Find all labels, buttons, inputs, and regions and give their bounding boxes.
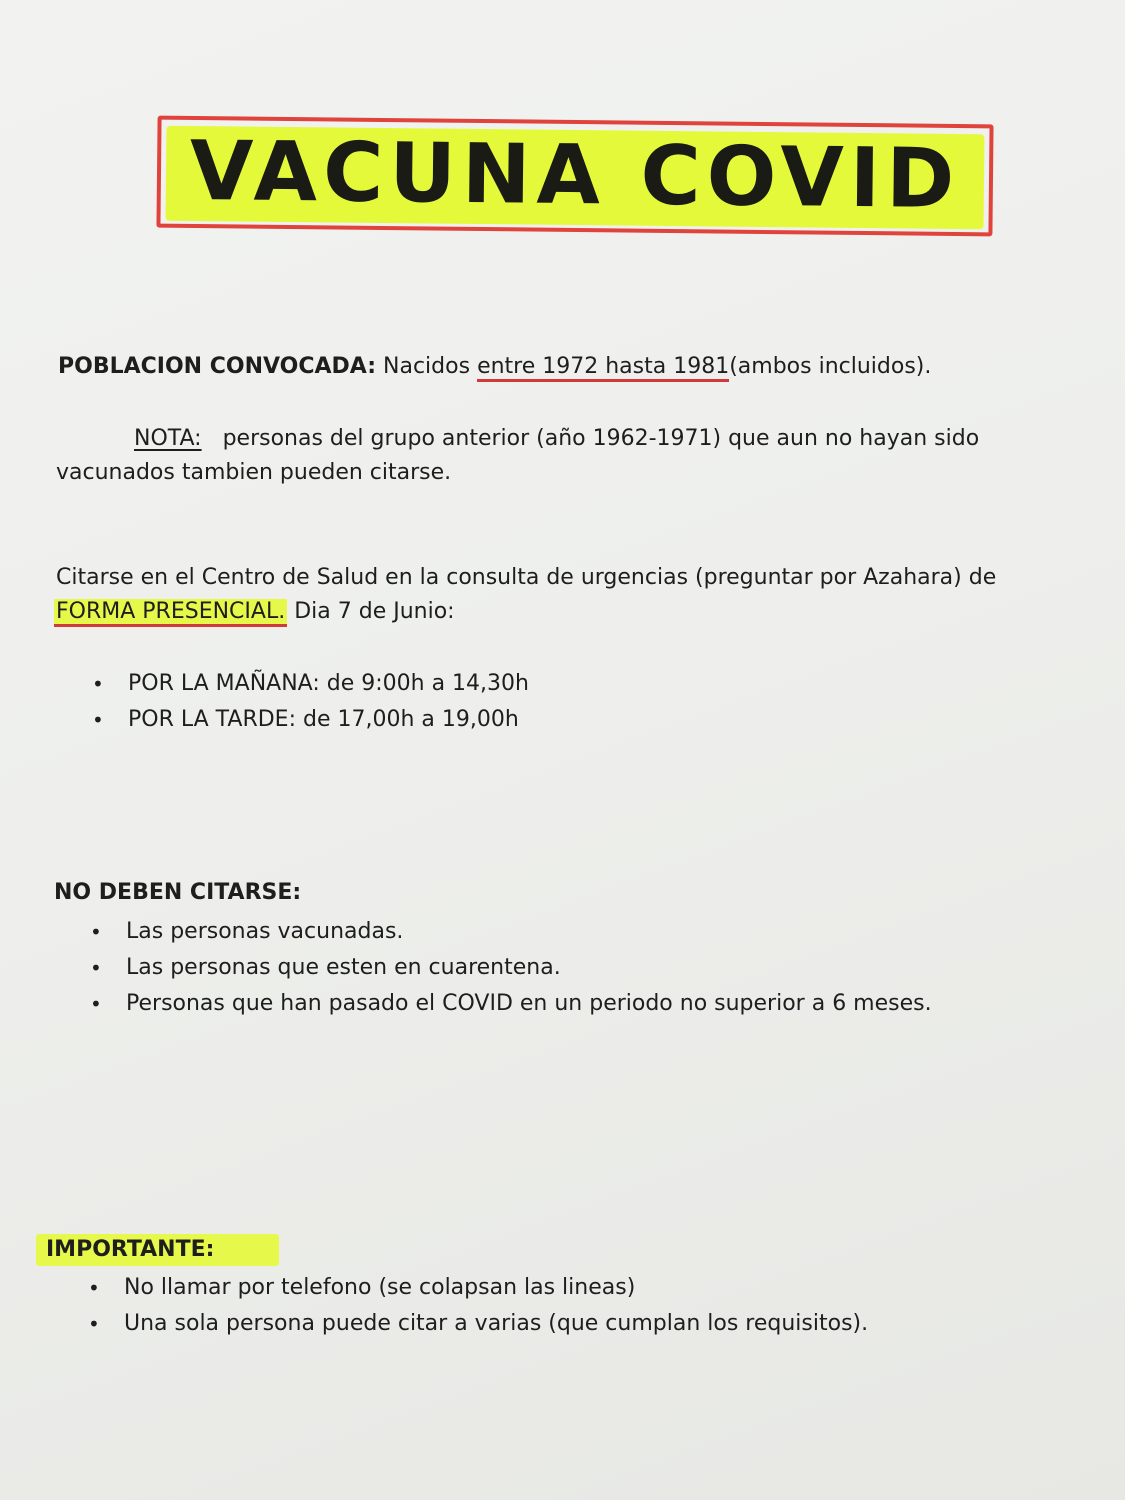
- nota-text-2: vacunados tambien pueden citarse.: [56, 460, 452, 485]
- nota-line-2: [56, 458, 451, 488]
- no-deben-heading: NO DEBEN CITARSE:: [54, 880, 302, 905]
- nota-line: [134, 424, 979, 454]
- page-title: VACUNA COVID: [189, 123, 961, 228]
- cita-line-1: [56, 563, 996, 593]
- poblacion-text-before: Nacidos: [383, 354, 471, 379]
- no-deben-list: [90, 914, 932, 1022]
- no-deben-item: • Las personas vacunadas.: [90, 914, 932, 950]
- cita-date: Dia 7 de Junio:: [294, 599, 455, 624]
- schedule-item-afternoon: • POR LA TARDE: de 17,00h a 19,00h: [92, 702, 529, 738]
- importante-list: [88, 1270, 868, 1342]
- schedule-item-morning: • POR LA MAÑANA: de 9:00h a 14,30h: [92, 666, 529, 702]
- importante-item: • Una sola persona puede citar a varias (que cumplan los requisitos).: [88, 1306, 868, 1342]
- poblacion-label: POBLACION CONVOCADA:: [58, 354, 377, 379]
- cita-text-1: Citarse en el Centro de Salud en la consulta de urgencias (preguntar por Azahara) de: [56, 565, 997, 590]
- no-deben-item: • Personas que han pasado el COVID en un periodo no superior a 6 meses.: [90, 986, 932, 1022]
- poblacion-line: [58, 352, 931, 382]
- nota-text-1: personas del grupo anterior (año 1962-1971) que aun no hayan sido: [222, 426, 980, 451]
- nota-label: NOTA:: [134, 426, 202, 451]
- poblacion-years: entre 1972 hasta 1981: [477, 354, 729, 382]
- importante-heading: IMPORTANTE:: [46, 1237, 215, 1262]
- forma-presencial-highlight: FORMA PRESENCIAL.: [54, 599, 287, 627]
- poblacion-text-after: (ambos incluidos).: [729, 354, 932, 379]
- schedule-list: [92, 666, 529, 738]
- no-deben-item: • Las personas que esten en cuarentena.: [90, 950, 932, 986]
- importante-item: • No llamar por telefono (se colapsan las lineas): [88, 1270, 868, 1306]
- cita-line-2: [54, 597, 455, 627]
